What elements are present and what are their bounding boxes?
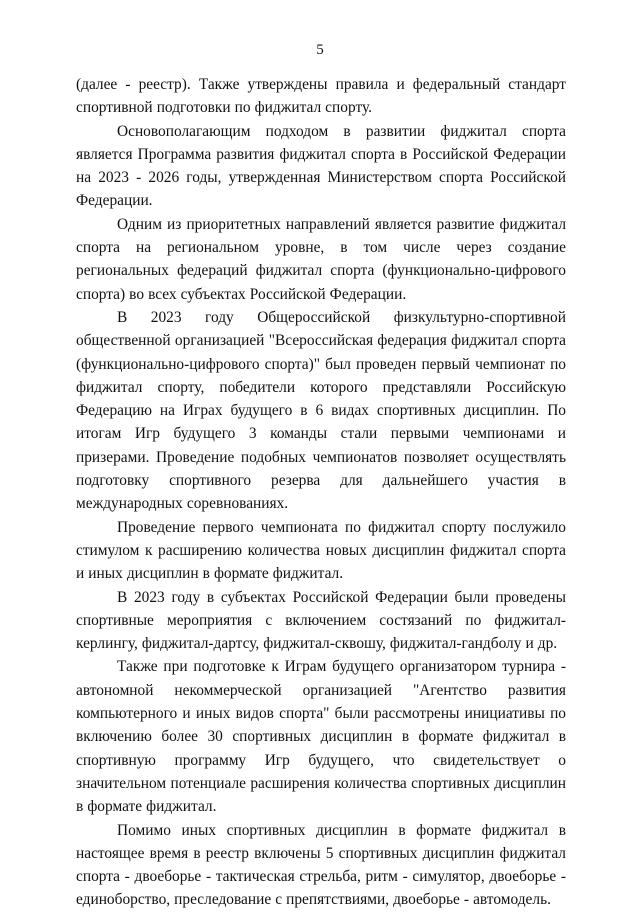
- paragraph-registry-disciplines: Помимо иных спортивных дисциплин в формате фиджитал в настоящее время в реестр включены 5 спортивных дисциплин фиджитал спорта - двоеборье - тактическая стрельба, ритм - симулятор, двоеборье - единоборство, преследование с препятствиями, двоеборье - автомодель.: [76, 821, 566, 909]
- page-number: 5: [316, 42, 324, 58]
- paragraph-first-championship: В 2023 году Общероссийской физкультурно-спортивной общественной организацией "Всероссийская федерация фиджитал спорта (функционально-цифрового спорта)" был проведен первый чемпионат по фиджитал спорту, победители которого представляли Российскую Федерацию на Играх будущего в 6 видах спортивных дисциплин. По итогам Игр будущего 3 команды стали первыми чемпионами и призерами. Проведение подобных чемпионатов позволяет осуществлять подготовку спортивного резерва для дальнейшего участия в международных соревнованиях.: [76, 308, 566, 513]
- paragraph-development-program: Основополагающим подходом в развитии фиджитал спорта является Программа развития фиджитал спорта в Российской Федерации на 2023 - 2026 годы, утвержденная Министерством спорта Российской Федерации.: [76, 122, 566, 210]
- paragraph-new-disciplines: Проведение первого чемпионата по фиджитал спорту послужило стимулом к расширению количества новых дисциплин фиджитал спорта и иных дисциплин в формате фиджитал.: [76, 518, 566, 583]
- paragraph-regional-federations: Одним из приоритетных направлений является развитие фиджитал спорта на региональном уровне, в том числе через создание региональных федераций фиджитал спорта (функционально-цифрового спорта) во всех субъектах Российской Федерации.: [76, 215, 566, 303]
- paragraph-registry-continuation: (далее - реестр). Также утверждены правила и федеральный стандарт спортивной подготовки по фиджитал спорту.: [76, 76, 566, 117]
- paragraph-games-of-future-initiatives: Также при подготовке к Играм будущего организатором турнира - автономной некоммерческой организацией "Агентство развития компьютерного и иных видов спорта" были рассмотрены инициативы по включению более 30 спортивных дисциплин в формате фиджитал в спортивную программу Игр будущего, что свидетельствует о значительном потенциале расширения количества спортивных дисциплин в формате фиджитал.: [76, 658, 566, 816]
- document-body: [76, 73, 566, 912]
- paragraph-regional-events: В 2023 году в субъектах Российской Федерации были проведены спортивные мероприятия с включением состязаний по фиджитал-керлингу, фиджитал-дартсу, фиджитал-сквошу, фиджитал-гандболу и др.: [76, 588, 566, 653]
